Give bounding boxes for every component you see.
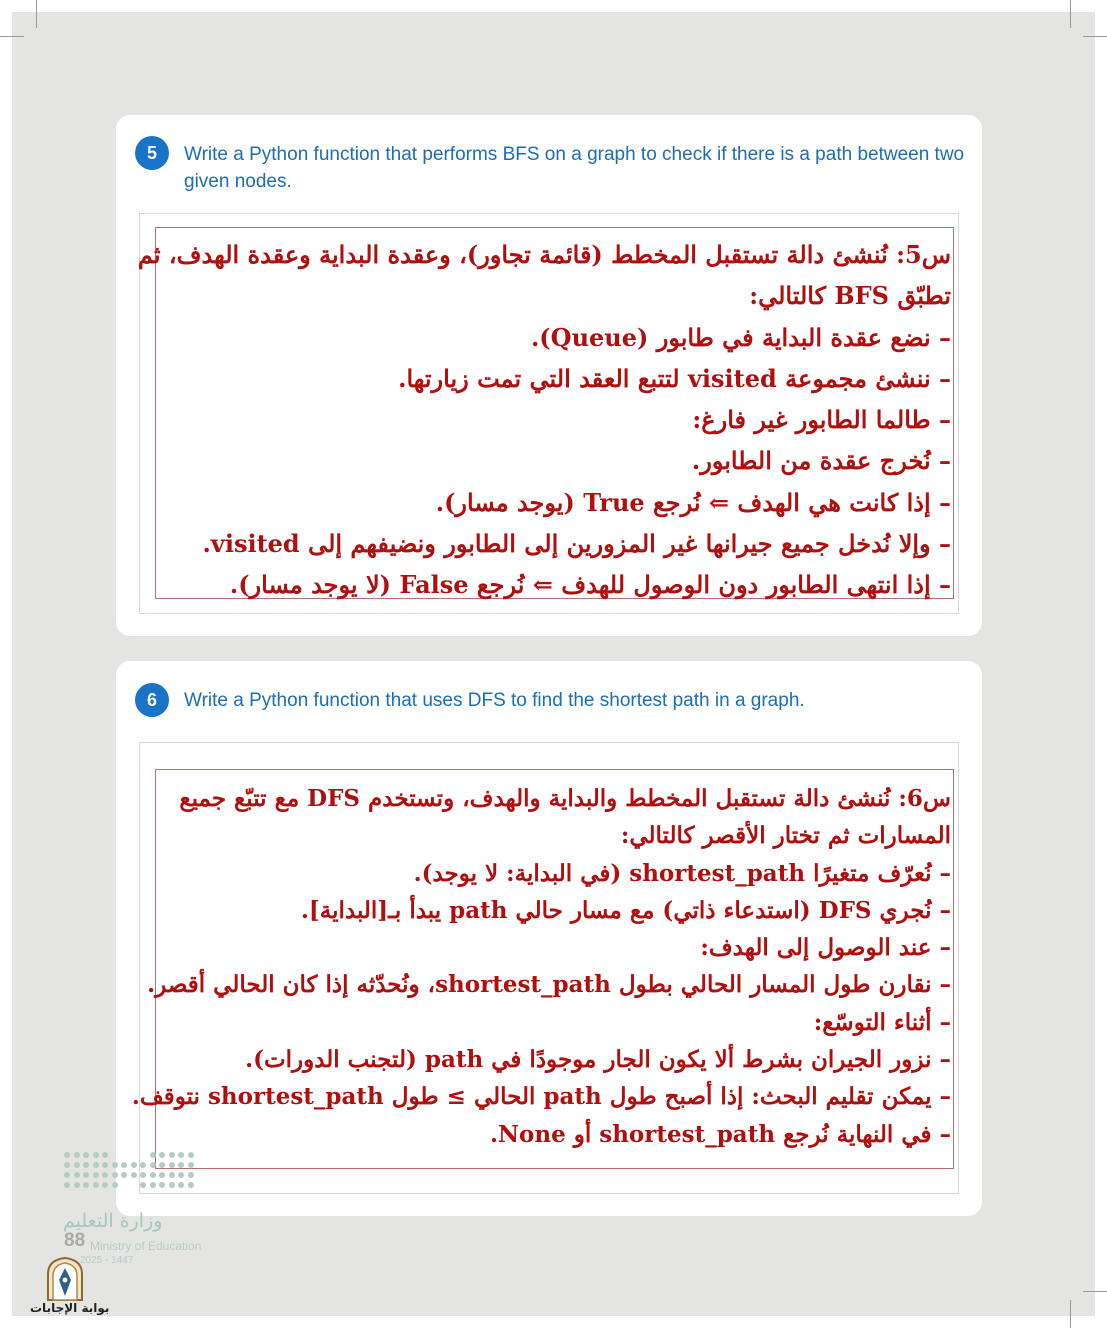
- logo-dot: [93, 1152, 99, 1158]
- logo-dot: [102, 1152, 108, 1158]
- logo-dot: [159, 1182, 165, 1188]
- logo-dot: [121, 1172, 127, 1178]
- logo-dot: [83, 1182, 89, 1188]
- logo-dot: [159, 1172, 165, 1178]
- logo-dot: [178, 1182, 184, 1188]
- logo-dot: [93, 1162, 99, 1168]
- answer-line: – يمكن تقليم البحث: إذا أصبح طول path الحالي ≥ طول shortest_path نتوقف.: [131, 1083, 951, 1111]
- logo-dot: [121, 1162, 127, 1168]
- answer-line: – نضع عقدة البداية في طابور (Queue).: [530, 322, 951, 352]
- logo-dot: [140, 1172, 146, 1178]
- logo-dot: [112, 1182, 118, 1188]
- logo-dot: [74, 1172, 80, 1178]
- logo-dot: [169, 1152, 175, 1158]
- logo-dot: [64, 1162, 70, 1168]
- logo-dot: [64, 1152, 70, 1158]
- answer-line: – نُجري DFS (استدعاء ذاتي) مع مسار حالي path يبدأ بـ[البداية].: [300, 896, 951, 924]
- logo-dot: [169, 1172, 175, 1178]
- answer-line: – أثناء التوسّع:: [813, 1008, 951, 1036]
- logo-dot: [112, 1162, 118, 1168]
- logo-dot: [140, 1182, 146, 1188]
- answers-gate-name: بوابة الإجابات: [30, 1301, 110, 1315]
- answer-line: – نقارن طول المسار الحالي بطول shortest_path، ونُحدّثه إذا كان الحالي أقصر.: [147, 971, 951, 999]
- logo-dot: [93, 1182, 99, 1188]
- answer-line: – طالما الطابور غير فارغ:: [692, 405, 951, 435]
- logo-dot: [188, 1152, 194, 1158]
- ministry-name-english: Ministry of Education: [90, 1239, 202, 1253]
- logo-dot: [159, 1162, 165, 1168]
- logo-dot: [93, 1172, 99, 1178]
- question-number-badge: 5: [135, 136, 169, 170]
- answer-line: – نُخرج عقدة من الطابور.: [691, 446, 951, 476]
- logo-dot: [178, 1152, 184, 1158]
- question-card-6: [116, 661, 982, 1216]
- logo-dot: [83, 1162, 89, 1168]
- crop-mark: [0, 36, 24, 37]
- logo-dot: [131, 1172, 137, 1178]
- crop-mark: [1083, 36, 1107, 37]
- logo-dot: [140, 1162, 146, 1168]
- logo-dot: [74, 1182, 80, 1188]
- logo-dot: [178, 1172, 184, 1178]
- answer-line: – عند الوصول إلى الهدف:: [700, 934, 951, 962]
- ministry-name-arabic: وزارة التعليم: [63, 1210, 163, 1232]
- logo-dot: [159, 1152, 165, 1158]
- ministry-logo-icon: [64, 1152, 199, 1196]
- answer-line: س6: نُنشئ دالة تستقبل المخطط والبداية والهدف، وتستخدم DFS مع تتبّع جميع: [179, 785, 951, 812]
- answer-line: تطبّق BFS كالتالي:: [749, 281, 951, 311]
- answer-line: المسارات ثم تختار الأقصر كالتالي:: [620, 822, 951, 850]
- crop-mark: [36, 0, 37, 28]
- answer-line: – نُعرّف متغيرًا shortest_path (في البداية: لا يوجد).: [413, 859, 951, 887]
- crop-mark: [1070, 1300, 1071, 1328]
- logo-dot: [102, 1172, 108, 1178]
- logo-dot: [188, 1182, 194, 1188]
- answer-line: – إذا كانت هي الهدف ⇐ نُرجع True (يوجد مسار).: [435, 487, 951, 517]
- question-card-5: [116, 115, 982, 636]
- logo-dot: [188, 1172, 194, 1178]
- logo-dot: [74, 1162, 80, 1168]
- logo-dot: [150, 1172, 156, 1178]
- logo-dot: [83, 1152, 89, 1158]
- crop-mark: [1070, 0, 1071, 28]
- logo-dot: [169, 1162, 175, 1168]
- answer-line: – إذا انتهى الطابور دون الوصول للهدف ⇐ نُرجع False (لا يوجد مسار).: [229, 570, 951, 600]
- answer-line: س5: نُنشئ دالة تستقبل المخطط (قائمة تجاور)، وعقدة البداية وعقدة الهدف، ثم: [137, 240, 951, 269]
- logo-dot: [64, 1172, 70, 1178]
- answer-frame: [137, 227, 954, 600]
- logo-dot: [112, 1172, 118, 1178]
- logo-dot: [74, 1152, 80, 1158]
- page-number: 88: [64, 1230, 86, 1251]
- question-prompt: Write a Python function that uses DFS to find the shortest path in a graph.: [184, 690, 805, 711]
- answer-line: – في النهاية نُرجع shortest_path أو None.: [490, 1120, 951, 1148]
- answer-frame: [131, 769, 954, 1169]
- answer-line: – وإلا نُدخل جميع جيرانها غير المزورين إلى الطابور ونضيفهم إلى visited.: [202, 529, 951, 559]
- question-prompt: Write a Python function that performs BFS on a graph to check if there is a path between two given nodes.: [184, 144, 965, 192]
- answers-gate-logo-icon: [44, 1256, 86, 1306]
- logo-dot: [150, 1182, 156, 1188]
- answer-line: – ننشئ مجموعة visited لتتبع العقد التي تمت زيارتها.: [398, 363, 951, 393]
- logo-dot: [131, 1162, 137, 1168]
- logo-dot: [178, 1162, 184, 1168]
- logo-dot: [169, 1182, 175, 1188]
- crop-mark: [1083, 1291, 1107, 1292]
- logo-dot: [102, 1162, 108, 1168]
- logo-dot: [102, 1182, 108, 1188]
- answer-line: – نزور الجيران بشرط ألا يكون الجار موجودًا في path (لتجنب الدورات).: [245, 1046, 951, 1074]
- logo-dot: [150, 1152, 156, 1158]
- logo-dot: [64, 1182, 70, 1188]
- ministry-year: 2025 - 1447: [80, 1255, 134, 1266]
- logo-dot: [188, 1162, 194, 1168]
- logo-dot: [83, 1172, 89, 1178]
- logo-dot: [150, 1162, 156, 1168]
- question-number-badge: 6: [135, 683, 169, 717]
